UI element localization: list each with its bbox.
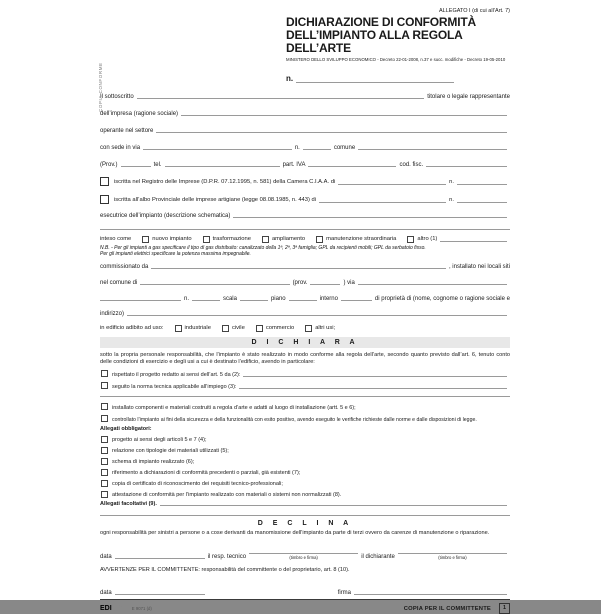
write-line — [249, 551, 358, 554]
checkbox-installato-componenti[interactable] — [101, 403, 108, 410]
piva-label: part. IVA — [282, 162, 306, 168]
form-row — [100, 264, 510, 270]
piano-label: piano — [270, 295, 286, 302]
form-row — [100, 296, 510, 302]
uso-option-label: commercio — [265, 324, 295, 331]
form-row — [100, 195, 510, 204]
write-line — [100, 298, 181, 301]
checkbox-ampliamento[interactable] — [262, 236, 269, 243]
checkbox-rispettato-progetto[interactable] — [101, 370, 108, 377]
dichiarante-label: il dichiarante — [361, 554, 395, 561]
allegati-obbligatori-row — [100, 427, 510, 433]
allegato-item-label: attestazione di conformità per l’impianto realizzato con materiali o sistemi non normalizzati (8). — [112, 492, 342, 498]
scala-label: scala — [222, 295, 237, 302]
form-row — [100, 415, 510, 423]
seguito-label: seguito la norma tecnica applicabile all’impiego (3): — [112, 383, 237, 390]
nb-note — [100, 246, 510, 258]
allegato-item-label: schema di impianto realizzato (6); — [112, 459, 195, 465]
uso-option-label: altri usi; — [315, 324, 336, 331]
checkbox-civile[interactable] — [222, 325, 229, 332]
n-label: n. — [183, 295, 189, 302]
write-line — [233, 215, 507, 218]
registro-label: iscritta nel Registro delle Imprese (D.P.R. 07.12.1995, n. 581) della Camera C.I.A.A. di — [114, 179, 336, 186]
write-line — [440, 239, 507, 242]
write-line — [143, 147, 292, 150]
checkbox-schema[interactable] — [101, 458, 108, 465]
prov-open-label: (prov. — [292, 279, 308, 286]
write-line — [151, 266, 446, 269]
checkbox-albo-artigiane[interactable] — [100, 195, 109, 204]
checkbox-commercio[interactable] — [256, 325, 263, 332]
timbro-firma-label: (timbro e firma) — [289, 555, 318, 561]
form-row — [100, 311, 510, 317]
checkbox-riferimento[interactable] — [101, 469, 108, 476]
write-line — [192, 298, 220, 301]
allegati-facoltativi-label: Allegati facoltativi (9). — [100, 500, 157, 507]
form-row — [100, 436, 510, 444]
codfisc-label: cod. fisc. — [399, 162, 424, 168]
copy-label: COPIA PER IL COMMITTENTE — [403, 605, 491, 612]
write-line — [308, 164, 396, 167]
write-line — [140, 282, 289, 285]
write-line — [310, 282, 340, 285]
form-row — [100, 162, 510, 168]
checkbox-seguito-norma[interactable] — [101, 382, 108, 389]
data-label: data — [100, 590, 112, 597]
prov-label: (Prov.) — [100, 162, 118, 168]
write-line — [160, 503, 507, 506]
n-label: n. — [449, 179, 454, 186]
nb-line2: Per gli impianti elettrici specificare la potenza massima impegnabile. — [100, 250, 251, 257]
dichiarante-signature-area — [395, 551, 510, 560]
form-row — [100, 213, 510, 219]
write-line — [121, 164, 151, 167]
impresa-label: dell’impresa (ragione sociale) — [100, 111, 179, 117]
data-label: data — [100, 554, 112, 561]
copy-number-box: 1 — [499, 603, 510, 614]
n-label: n. — [294, 145, 300, 151]
checkbox-relazione[interactable] — [101, 447, 108, 454]
write-line — [457, 200, 507, 203]
uso-row — [100, 325, 510, 332]
bottom-signature-row — [100, 590, 510, 596]
installato-componenti-label: installato componenti e materiali costruiti a regola d’arte e adatti al luogo di installazione (artt. 5 e 6); — [112, 404, 356, 411]
write-line — [341, 298, 372, 301]
option-label: altro (1) — [417, 236, 438, 243]
copy-indicator — [404, 603, 510, 614]
checkbox-nuovo-impianto[interactable] — [142, 236, 149, 243]
checkbox-altri-usi[interactable] — [305, 325, 312, 332]
write-line — [165, 164, 280, 167]
write-line — [127, 313, 507, 316]
dichiara-intro: sotto la propria personale responsabilità, che l’impianto è stato realizzato in modo conforme alla regola dell’arte, secondo quanto previsto dall’art. 6, tenuto conto delle condizioni di esercizio e degli usi a cui è destinato l’edificio, avendo in particolare: — [100, 351, 510, 365]
indirizzo-label: indirizzo) — [100, 310, 125, 317]
proprieta-label: di proprietà di (nome, cognome o ragione sociale e — [374, 295, 510, 302]
edipro-logo — [100, 605, 152, 612]
form-row — [100, 382, 510, 390]
allegati-obbligatori-label: Allegati obbligatori: — [100, 426, 152, 432]
resp-signature-area — [246, 551, 361, 560]
declina-text: ogni responsabilità per sinistri a persone o a cose derivanti da manomissione dell’impianto da parte di terzi ovvero da carenze di manutenzione o riparazione. — [100, 530, 490, 536]
write-line — [240, 298, 268, 301]
form-row — [100, 403, 510, 411]
checkbox-industriale[interactable] — [175, 325, 182, 332]
write-line — [137, 96, 425, 99]
rispettato-label: rispettato il progetto redatto ai sensi dell’art. 5 da (2): — [112, 371, 241, 378]
write-line — [358, 147, 507, 150]
write-line — [338, 182, 446, 185]
form-row — [100, 458, 510, 466]
option-label: ampliamento — [271, 236, 306, 243]
section-divider — [100, 515, 510, 516]
uso-option-label: civile — [231, 324, 245, 331]
allegato-item-label: progetto ai sensi degli articoli 5 e 7 (4); — [112, 437, 207, 443]
form-header — [286, 8, 510, 83]
albo-label: iscritta all’albo Provinciale delle imprese artigiane (legge 08.08.1985, n. 443) di — [114, 197, 317, 204]
allegato-item-label: copia di certificato di riconoscimento dei requisiti tecnico-professionali; — [112, 481, 283, 487]
sottoscritto-label: Il sottoscritto — [100, 94, 134, 100]
number-label: n. — [286, 74, 294, 83]
ministry-subtitle: MINISTERO DELLO SVILUPPO ECONOMICO - Decreto 22-01-2008, n.37 e succ. modifiche - Decreto 19-05-2010 — [286, 57, 506, 62]
form-row — [100, 128, 510, 134]
checkbox-progetto[interactable] — [101, 436, 108, 443]
commissionato-label: commissionato da — [100, 263, 149, 270]
option-label: manutenzione straordinaria — [326, 236, 397, 243]
avvertenze-text: AVVERTENZE PER IL COMMITTENTE: responsabilità del committente o del proprietario, art. 8 (10). — [100, 567, 350, 574]
form-title — [286, 16, 510, 55]
title-line2: DELL’IMPIANTO ALLA REGOLA DELL’ARTE — [286, 28, 463, 55]
write-line — [156, 130, 507, 133]
allegato-label: ALLEGATO I (di cui all’Art. 7) — [438, 8, 510, 14]
brand-pro: PRO — [111, 605, 127, 613]
firma-label: firma — [337, 590, 352, 597]
footer — [100, 603, 510, 614]
write-line — [181, 113, 507, 116]
timbro-firma-label: (timbro e firma) — [438, 555, 467, 561]
form-body — [100, 94, 510, 614]
checkbox-registro-imprese[interactable] — [100, 177, 109, 186]
tel-label: tel. — [153, 162, 162, 168]
form-row — [100, 469, 510, 477]
checkbox-manutenzione[interactable] — [316, 236, 323, 243]
nel-comune-label: nel comune di — [100, 279, 138, 286]
title-line1: DICHIARAZIONE DI CONFORMITÀ — [286, 15, 476, 29]
form-row — [100, 491, 510, 499]
write-line — [457, 182, 507, 185]
inteso-label: inteso come — [100, 236, 132, 243]
side-copy-label: COPIA CONFORME — [98, 62, 103, 112]
uso-option-label: industriale — [184, 324, 211, 331]
resp-tecnico-label: il resp. tecnico — [207, 554, 247, 561]
form-row — [100, 145, 510, 151]
allegati-facoltativi-row — [100, 502, 510, 508]
form-row — [100, 370, 510, 378]
n-label: n. — [449, 197, 454, 204]
interno-label: interno — [319, 295, 338, 302]
write-line — [319, 200, 446, 203]
write-line — [115, 556, 205, 559]
checkbox-attestazione[interactable] — [101, 491, 108, 498]
write-line — [243, 374, 507, 377]
controllato-label: controllato l’impianto ai fini della sicurezza e della funzionalità con esito positivo, avendo eseguito le verifiche richieste dalle norme e dalle disposizioni di legge. — [112, 416, 477, 423]
write-line-full — [100, 394, 510, 397]
write-line — [358, 282, 507, 285]
form-row — [100, 111, 510, 117]
checkbox-trasformazione[interactable] — [203, 236, 210, 243]
checkbox-controllato-impianto[interactable] — [101, 415, 108, 422]
form-row — [100, 94, 510, 100]
write-line — [354, 592, 507, 595]
installato-label: , installato nei locali siti — [448, 263, 510, 270]
comune-label: comune — [333, 145, 356, 151]
number-write-line — [296, 80, 454, 83]
settore-label: operante nel settore — [100, 128, 154, 134]
form-row — [100, 447, 510, 455]
brand-edi: EDI — [100, 605, 112, 613]
form-row — [100, 177, 510, 186]
write-line — [426, 164, 507, 167]
write-line-full — [100, 227, 510, 230]
allegato-item-label: riferimento a dichiarazioni di conformità precedenti o parziali, già esistenti (7); — [112, 470, 301, 476]
write-line — [289, 298, 317, 301]
nb-line1: N.B. - Per gli impianti a gas specificare il tipo di gas distribuito: canalizzato della 1ª, 2ª, 3ª famiglia; GPL da recipienti mobili; GPL da serbatoio fisso. — [100, 245, 426, 251]
dichiara-heading: D I C H I A R A — [100, 337, 510, 348]
form-code: E 9071 (d) — [131, 606, 152, 612]
inteso-come-row — [100, 236, 510, 243]
signature-row — [100, 551, 510, 560]
sede-via-label: con sede in via — [100, 145, 141, 151]
allegato-item-label: relazione con tipologie dei materiali utilizzati (5); — [112, 448, 229, 454]
checkbox-copia-certificato[interactable] — [101, 480, 108, 487]
via-label: ) via — [343, 279, 355, 286]
write-line — [115, 592, 205, 595]
write-line — [239, 386, 507, 389]
option-label: trasformazione — [212, 236, 251, 243]
checkbox-altro[interactable] — [407, 236, 414, 243]
write-line — [303, 147, 331, 150]
declina-heading: D E C L I N A — [257, 520, 353, 527]
esecutrice-label: esecutrice dell’impianto (descrizione schematica) — [100, 213, 231, 219]
form-row — [100, 480, 510, 488]
titolare-label: titolare o legale rappresentante — [427, 94, 510, 100]
write-line — [398, 551, 507, 554]
uso-label: in edificio adibito ad uso: — [100, 324, 164, 331]
option-label: nuovo impianto — [152, 236, 192, 243]
number-row — [286, 75, 510, 83]
form-row — [100, 280, 510, 286]
